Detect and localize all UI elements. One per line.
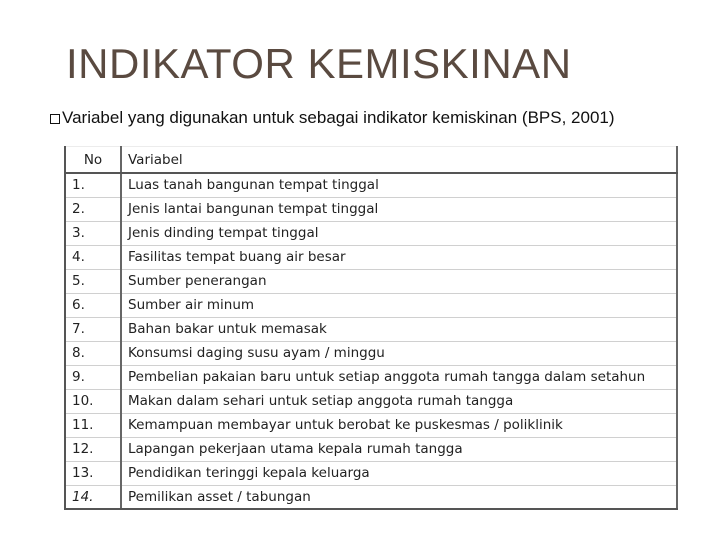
- cell-no: 8.: [65, 341, 121, 365]
- cell-no: 5.: [65, 269, 121, 293]
- cell-no: 14.: [65, 485, 121, 509]
- cell-variabel: Jenis dinding tempat tinggal: [121, 221, 677, 245]
- cell-variabel: Sumber penerangan: [121, 269, 677, 293]
- cell-variabel: Pendidikan teringgi kepala keluarga: [121, 461, 677, 485]
- table-row: [65, 245, 677, 269]
- cell-no: 2.: [65, 197, 121, 221]
- cell-no: 12.: [65, 437, 121, 461]
- cell-no: 6.: [65, 293, 121, 317]
- cell-variabel: Makan dalam sehari untuk setiap anggota rumah tangga: [121, 389, 677, 413]
- table-row: [65, 317, 677, 341]
- table-body: [65, 173, 677, 509]
- header-no: No: [65, 147, 121, 174]
- cell-no: 4.: [65, 245, 121, 269]
- table-row: [65, 437, 677, 461]
- table-row: [65, 269, 677, 293]
- indicator-table: [64, 146, 678, 510]
- cell-variabel: Konsumsi daging susu ayam / minggu: [121, 341, 677, 365]
- cell-variabel: Pemilikan asset / tabungan: [121, 485, 677, 509]
- subtitle: [50, 108, 615, 128]
- table-header-row: [65, 147, 677, 174]
- cell-variabel: Lapangan pekerjaan utama kepala rumah tangga: [121, 437, 677, 461]
- checkbox-bullet-icon: [50, 114, 60, 124]
- cell-no: 10.: [65, 389, 121, 413]
- cell-variabel: Luas tanah bangunan tempat tinggal: [121, 173, 677, 197]
- table-row: [65, 389, 677, 413]
- cell-variabel: Kemampuan membayar untuk berobat ke puskesmas / poliklinik: [121, 413, 677, 437]
- cell-variabel: Pembelian pakaian baru untuk setiap anggota rumah tangga dalam setahun: [121, 365, 677, 389]
- table-row: [65, 365, 677, 389]
- cell-variabel: Fasilitas tempat buang air besar: [121, 245, 677, 269]
- cell-no: 9.: [65, 365, 121, 389]
- header-variabel: Variabel: [121, 147, 677, 174]
- table-row: [65, 197, 677, 221]
- table-row: [65, 413, 677, 437]
- table-row: [65, 221, 677, 245]
- cell-no: 3.: [65, 221, 121, 245]
- table-row: [65, 293, 677, 317]
- cell-no: 11.: [65, 413, 121, 437]
- subtitle-text: Variabel yang digunakan untuk sebagai indikator kemiskinan (BPS, 2001): [62, 108, 615, 127]
- cell-variabel: Jenis lantai bangunan tempat tinggal: [121, 197, 677, 221]
- table-row: [65, 461, 677, 485]
- cell-no: 1.: [65, 173, 121, 197]
- page-title: INDIKATOR KEMISKINAN: [66, 40, 572, 87]
- cell-no: 7.: [65, 317, 121, 341]
- table-row: [65, 341, 677, 365]
- cell-variabel: Sumber air minum: [121, 293, 677, 317]
- table-row: [65, 485, 677, 509]
- cell-no: 13.: [65, 461, 121, 485]
- table-row: [65, 173, 677, 197]
- cell-variabel: Bahan bakar untuk memasak: [121, 317, 677, 341]
